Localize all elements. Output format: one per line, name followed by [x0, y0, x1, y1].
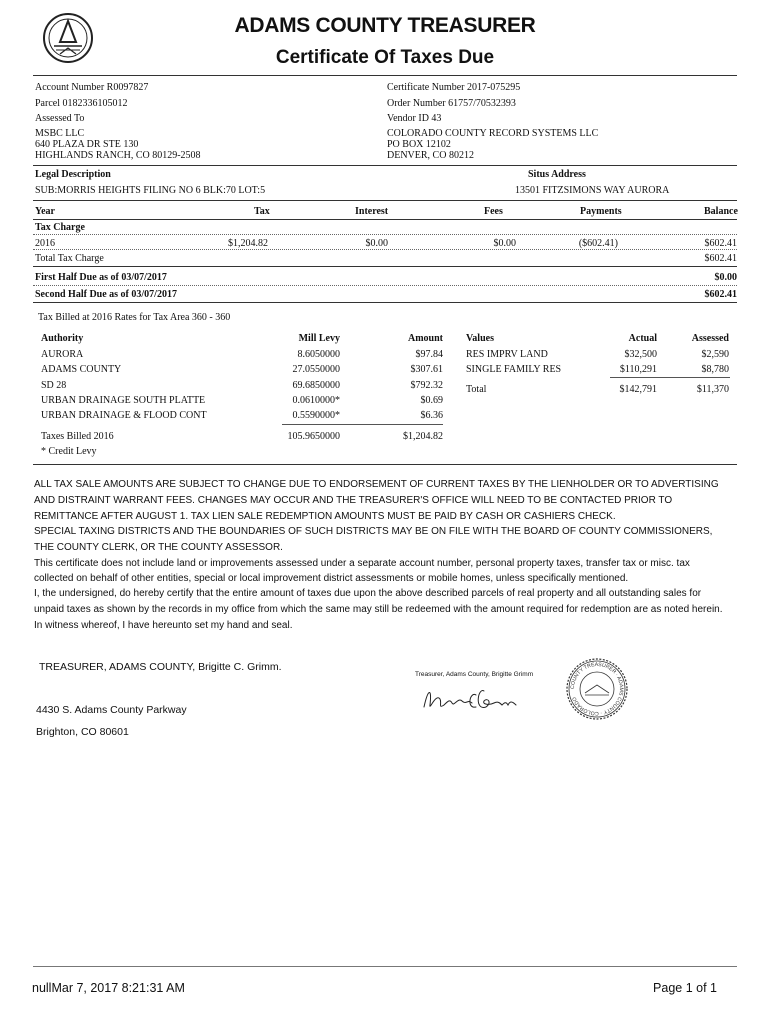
values-total-divider — [610, 377, 730, 378]
footer-page-number: Page 1 of 1 — [653, 981, 717, 995]
col-year: Year — [35, 206, 55, 217]
authority-levy-1: 8.6050000 — [297, 349, 340, 360]
situs-address-heading: Situs Address — [528, 169, 586, 180]
authority-name-2: ADAMS COUNTY — [41, 364, 122, 375]
total-divider — [33, 266, 737, 267]
disclaimer-line: REMITTANCE AFTER AUGUST 1. TAX LIEN SALE REDEMPTION AMOUNTS MUST BE PAID BY CASH OR CASHIERS CHECK. — [34, 511, 616, 522]
disclaimer-line: This certificate does not include land or improvements assessed under a separate account number, personal property taxes, transfer tax or misc. tax — [34, 558, 690, 569]
disclaimer-line: collected on behalf of other entities, special or local improvement district assessments or mobile homes, unless specifically mentioned. — [34, 573, 629, 584]
parcel-number: Parcel 0182336105012 — [35, 98, 128, 109]
authority-amount-5: $6.36 — [420, 410, 443, 421]
col-actual: Actual — [628, 333, 657, 344]
authority-levy-3: 69.6850000 — [292, 380, 340, 391]
tax-charge-divider — [33, 234, 737, 235]
row-tax: $1,204.82 — [228, 238, 268, 249]
legal-top-divider — [33, 165, 737, 166]
tax-header-divider — [33, 219, 737, 220]
situs-address-value: 13501 FITZSIMONS WAY AURORA — [515, 185, 670, 196]
owner-address1: 640 PLAZA DR STE 130 — [35, 139, 139, 150]
col-fees: Fees — [484, 206, 503, 217]
disclaimer-line: unpaid taxes as shown by the records in my office from which the same may still be redeemed with the amount required for redemption are as noted herein. — [34, 604, 723, 615]
total-tax-charge-label: Total Tax Charge — [35, 253, 104, 264]
authority-name-3: SD 28 — [41, 380, 67, 391]
owner-address2: HIGHLANDS RANCH, CO 80129-2508 — [35, 150, 201, 161]
authority-levy-5: 0.5590000* — [292, 410, 340, 421]
credit-levy-note: * Credit Levy — [41, 446, 97, 457]
row-fees: $0.00 — [493, 238, 516, 249]
col-amount: Amount — [407, 333, 443, 344]
disclaimer-line: I, the undersigned, do hereby certify that the entire amount of taxes due upon the above described parcels of real property and all outstanding sales for — [34, 588, 702, 599]
value-actual-2: $110,291 — [619, 364, 657, 375]
signature-caption: Treasurer, Adams County, Brigitte Grimm — [415, 671, 534, 678]
first-half-divider — [33, 285, 737, 286]
col-authority: Authority — [41, 333, 84, 344]
value-name-1: RES IMPRV LAND — [466, 349, 548, 360]
values-total-label: Total — [466, 384, 487, 395]
col-balance: Balance — [704, 206, 738, 217]
vendor-id: Vendor ID 43 — [387, 113, 442, 124]
value-actual-1: $32,500 — [624, 349, 657, 360]
vendor-address1: PO BOX 12102 — [387, 139, 451, 150]
footer-divider — [33, 966, 737, 967]
authority-amount-2: $307.61 — [410, 364, 443, 375]
authority-name-1: AURORA — [41, 349, 84, 360]
treasurer-seal — [565, 657, 629, 721]
authority-amount-4: $0.69 — [420, 395, 443, 406]
header-divider — [33, 75, 737, 76]
col-payments: Payments — [580, 206, 622, 217]
disclaimer-line: In witness whereof, I have hereunto set my hand and seal. — [34, 620, 293, 631]
row-year: 2016 — [35, 238, 55, 249]
col-mill-levy: Mill Levy — [298, 333, 340, 344]
authority-amount-3: $792.32 — [410, 380, 443, 391]
col-assessed: Assessed — [691, 333, 729, 344]
order-number: Order Number 61757/70532393 — [387, 98, 516, 109]
assessed-to-label: Assessed To — [35, 113, 85, 124]
first-half-label: First Half Due as of 03/07/2017 — [35, 272, 167, 283]
first-half-value: $0.00 — [714, 272, 737, 283]
authority-total-divider — [282, 424, 443, 425]
legal-description-heading: Legal Description — [35, 169, 111, 180]
value-assessed-1: $2,590 — [701, 349, 729, 360]
authority-amount-1: $97.84 — [415, 349, 443, 360]
account-number: Account Number R0097827 — [35, 82, 149, 93]
seal-text: COUNTY TREASURER · ADAMS COUNTY · COLORADO — [569, 661, 625, 717]
vendor-address2: DENVER, CO 80212 — [387, 150, 474, 161]
seal-icon — [565, 657, 629, 721]
disclaimer-line: AND DISTRAINT WARRANT FEES. CHANGES MAY OCCUR AND THE TREASURER'S OFFICE WILL NEED TO BE CONTACTED PRIOR TO — [34, 495, 673, 506]
page-title: ADAMS COUNTY TREASURER — [234, 14, 536, 37]
authority-name-5: URBAN DRAINAGE & FLOOD CONT — [41, 410, 207, 421]
vendor-name: COLORADO COUNTY RECORD SYSTEMS LLC — [387, 128, 599, 139]
values-total-assessed: $11,370 — [696, 384, 729, 395]
taxes-billed-levy: 105.9650000 — [287, 431, 340, 442]
row-balance: $602.41 — [704, 238, 737, 249]
col-values: Values — [466, 333, 494, 344]
value-assessed-2: $8,780 — [701, 364, 729, 375]
due-bottom-divider — [33, 302, 737, 303]
rates-note: Tax Billed at 2016 Rates for Tax Area 360 - 360 — [38, 312, 231, 323]
page-subtitle: Certificate Of Taxes Due — [275, 47, 495, 68]
legal-bottom-divider — [33, 200, 737, 201]
row-divider — [33, 249, 737, 250]
values-total-actual: $142,791 — [619, 384, 657, 395]
disclaimer-line: ALL TAX SALE AMOUNTS ARE SUBJECT TO CHANGE DUE TO ENDORSEMENT OF CURRENT TAXES BY THE LIENHOLDER OR TO ADVERTISING — [34, 479, 719, 490]
disclaimer-line: SPECIAL TAXING DISTRICTS AND THE BOUNDARIES OF SUCH DISTRICTS MAY BE ON FILE WITH THE BOARD OF COUNTY COMMISSIONERS, — [34, 526, 713, 537]
total-tax-charge-value: $602.41 — [704, 253, 737, 264]
handwritten-signature — [418, 683, 528, 717]
svg-text:COUNTY TREASURER · ADAMS COUNT — [570, 662, 624, 716]
taxes-billed-amount: $1,204.82 — [403, 431, 443, 442]
office-address-line1: 4430 S. Adams County Parkway — [36, 704, 187, 716]
row-interest: $0.00 — [365, 238, 388, 249]
col-interest: Interest — [355, 206, 389, 217]
office-address-line2: Brighton, CO 80601 — [36, 726, 129, 738]
authority-levy-2: 27.0550000 — [292, 364, 340, 375]
second-half-value: $602.41 — [704, 289, 737, 300]
col-tax: Tax — [254, 206, 270, 217]
tax-charge-label: Tax Charge — [35, 222, 85, 233]
second-half-label: Second Half Due as of 03/07/2017 — [35, 289, 177, 300]
authority-levy-4: 0.0610000* — [292, 395, 340, 406]
legal-description-value: SUB:MORRIS HEIGHTS FILING NO 6 BLK:70 LOT:5 — [35, 185, 266, 196]
treasurer-name: TREASURER, ADAMS COUNTY, Brigitte C. Grimm. — [39, 661, 282, 673]
row-payments: ($602.41) — [578, 238, 618, 249]
authority-name-4: URBAN DRAINAGE SOUTH PLATTE — [41, 395, 206, 406]
signature — [418, 683, 528, 717]
disclaimer-line: THE COUNTY CLERK, OR THE COUNTY ASSESSOR. — [34, 542, 283, 553]
section-divider — [33, 464, 737, 465]
value-name-2: SINGLE FAMILY RES — [466, 364, 562, 375]
certificate-number: Certificate Number 2017-075295 — [387, 82, 521, 93]
taxes-billed-label: Taxes Billed 2016 — [41, 431, 114, 442]
owner-name: MSBC LLC — [35, 128, 85, 139]
footer-timestamp: nullMar 7, 2017 8:21:31 AM — [32, 981, 185, 995]
